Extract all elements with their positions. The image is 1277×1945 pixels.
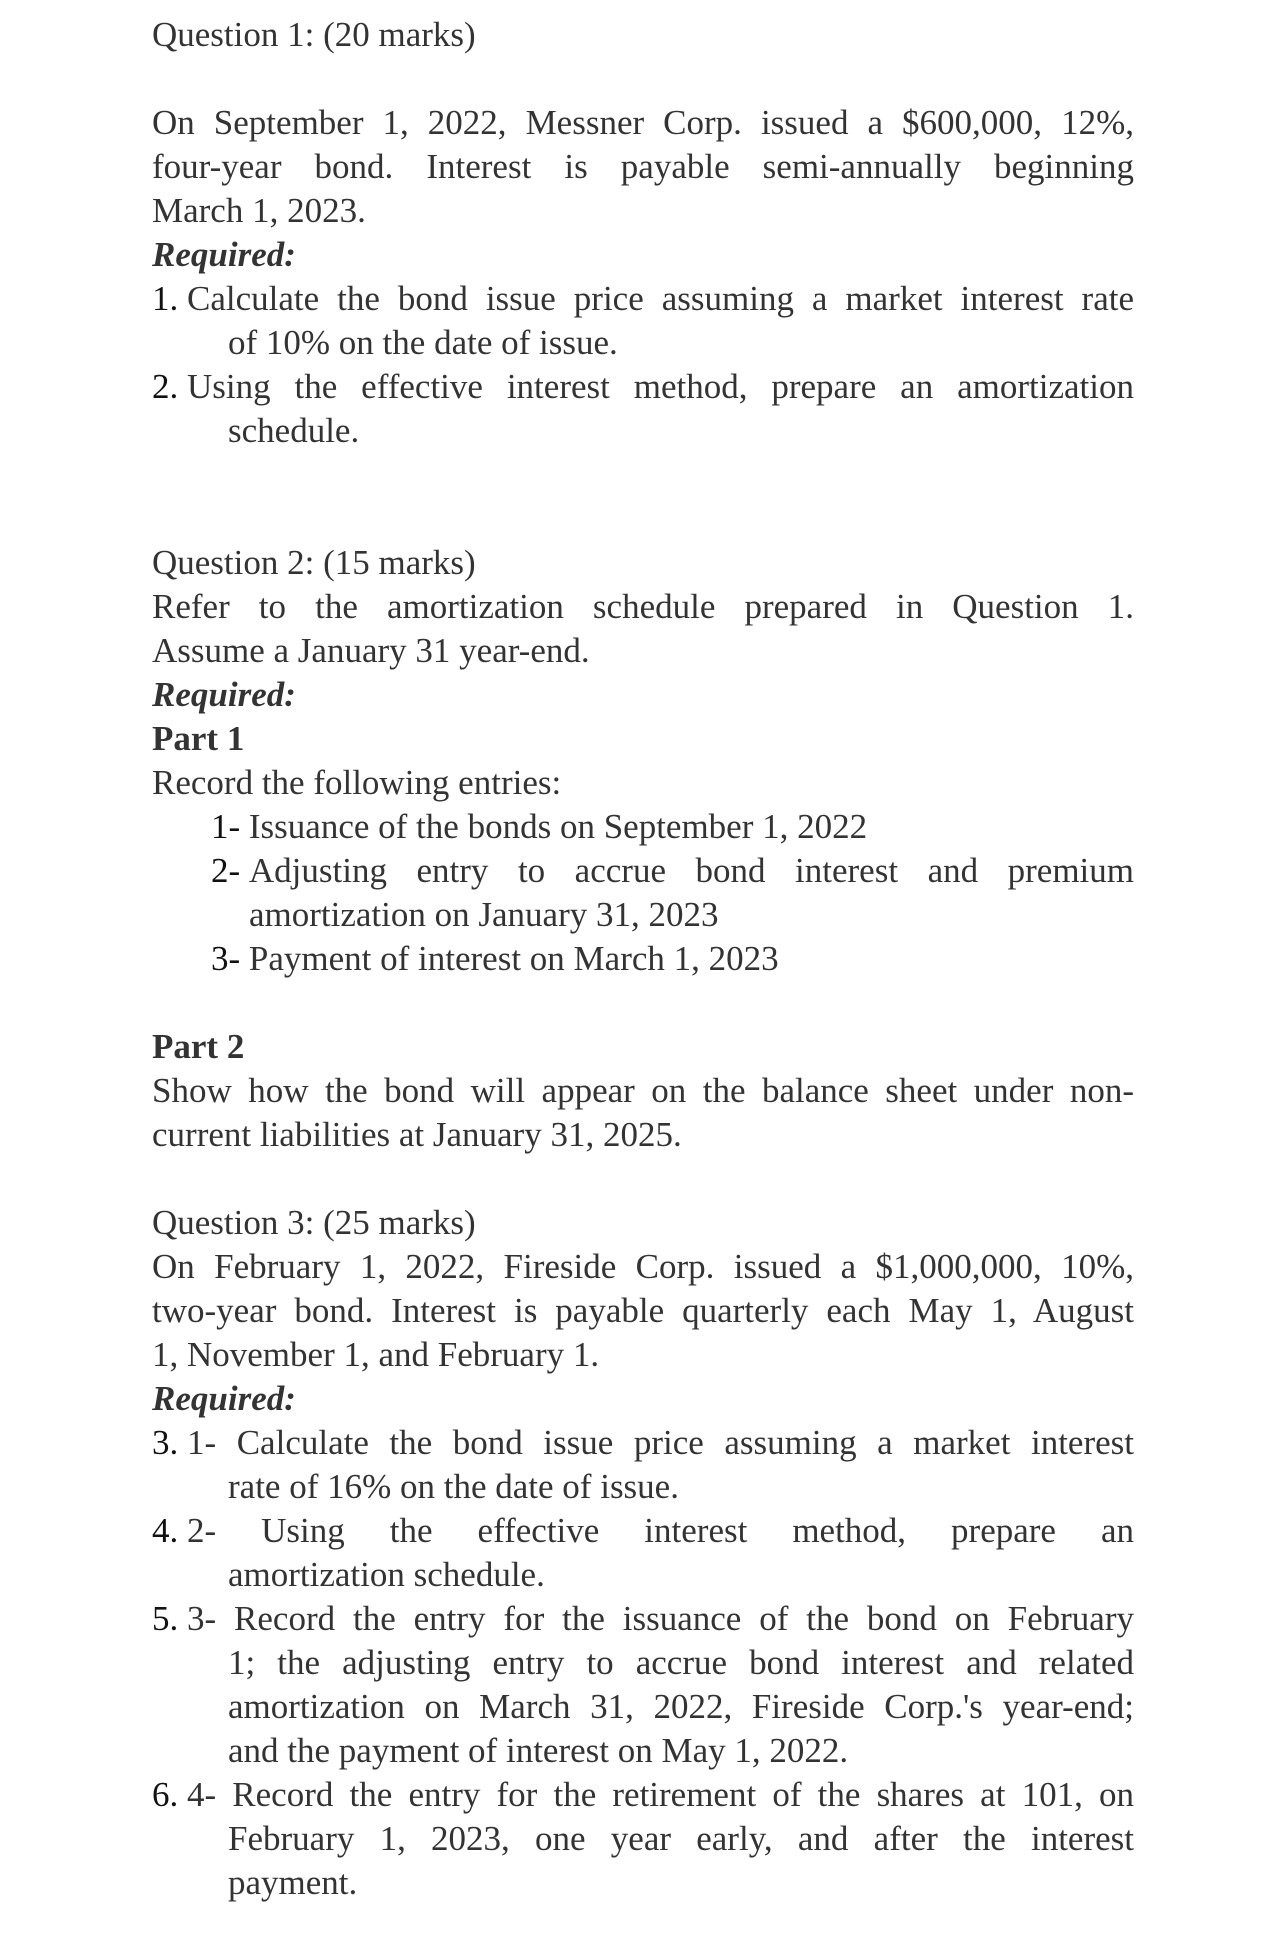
spacer [152, 1157, 1134, 1201]
spacer [152, 497, 1134, 541]
list-item-text: Using the effective interest method, prepare an amortization [187, 367, 1134, 406]
list-item-continuation: schedule. [228, 411, 360, 450]
question-2-title: Question 2: (15 marks) [152, 543, 476, 582]
list-item-continuation: amortization schedule. [228, 1555, 545, 1594]
question-1-title: Question 1: (20 marks) [152, 15, 476, 54]
question-3 [152, 1201, 1134, 1905]
list-item-continuation: amortization on March 31, 2022, Fireside Corp.'s year-end; [228, 1687, 1134, 1726]
list-item-continuation: February 1, 2023, one year early, and after the interest [228, 1819, 1134, 1858]
part-1-lead: Record the following entries: [152, 763, 562, 802]
entry-marker: 2- [211, 851, 241, 890]
question-3-intro-line: two-year bond. Interest is payable quarterly each May 1, August [152, 1291, 1134, 1330]
list-item [152, 1773, 1134, 1817]
list-item [152, 277, 1134, 321]
required-label: Required: [152, 675, 296, 714]
list-item [152, 1509, 1134, 1553]
question-3-title: Question 3: (25 marks) [152, 1203, 476, 1242]
question-1 [152, 13, 1134, 453]
list-item [152, 1421, 1134, 1465]
question-3-intro-line: On February 1, 2022, Fireside Corp. issued a $1,000,000, 10%, [152, 1247, 1134, 1286]
entry-marker: 3- [211, 939, 241, 978]
list-item [152, 1597, 1134, 1641]
part-1-heading: Part 1 [152, 719, 245, 758]
entry-text: Issuance of the bonds on September 1, 2022 [248, 807, 868, 846]
document-page [152, 13, 1134, 1905]
list-marker: 2. [152, 367, 179, 406]
question-3-intro-line: 1, November 1, and February 1. [152, 1335, 600, 1374]
required-label: Required: [152, 1379, 296, 1418]
spacer [152, 57, 1134, 101]
list-item-text: Calculate the bond issue price assuming a market interest rate [187, 279, 1134, 318]
list-item-continuation: of 10% on the date of issue. [228, 323, 618, 362]
question-1-intro-line: four-year bond. Interest is payable semi-annually beginning [152, 147, 1134, 186]
list-item-continuation: rate of 16% on the date of issue. [228, 1467, 679, 1506]
list-marker: 6. [152, 1775, 179, 1814]
question-2-intro-line: Refer to the amortization schedule prepared in Question 1. [152, 587, 1134, 626]
list-item-continuation: and the payment of interest on May 1, 2022. [228, 1731, 849, 1770]
entry-continuation: amortization on January 31, 2023 [249, 895, 719, 934]
part-2-line: Show how the bond will appear on the balance sheet under non- [152, 1071, 1134, 1110]
list-marker: 1. [152, 279, 179, 318]
list-item-continuation: 1; the adjusting entry to accrue bond interest and related [228, 1643, 1134, 1682]
spacer [152, 981, 1134, 1025]
list-item-text: 2- Using the effective interest method, prepare an [187, 1511, 1134, 1550]
list-marker: 5. [152, 1599, 179, 1638]
list-item [152, 365, 1134, 409]
entry-item [152, 805, 1134, 849]
entry-text: Adjusting entry to accrue bond interest and premium [248, 851, 1134, 890]
entry-text: Payment of interest on March 1, 2023 [248, 939, 779, 978]
part-2-line: current liabilities at January 31, 2025. [152, 1115, 682, 1154]
entry-item [152, 937, 1134, 981]
list-item-text: 1- Calculate the bond issue price assuming a market interest [187, 1423, 1134, 1462]
list-marker: 3. [152, 1423, 179, 1462]
question-1-intro-line: On September 1, 2022, Messner Corp. issued a $600,000, 12%, [152, 103, 1134, 142]
list-item-continuation: payment. [228, 1863, 358, 1902]
entry-marker: 1- [211, 807, 241, 846]
question-2 [152, 541, 1134, 1157]
question-1-intro-line: March 1, 2023. [152, 191, 366, 230]
entry-item [152, 849, 1134, 893]
list-item-text: 4- Record the entry for the retirement of the shares at 101, on [187, 1775, 1134, 1814]
question-2-intro-line: Assume a January 31 year-end. [152, 631, 590, 670]
list-marker: 4. [152, 1511, 179, 1550]
part-2-heading: Part 2 [152, 1027, 245, 1066]
list-item-text: 3- Record the entry for the issuance of the bond on February [187, 1599, 1134, 1638]
required-label: Required: [152, 235, 296, 274]
spacer [152, 453, 1134, 497]
